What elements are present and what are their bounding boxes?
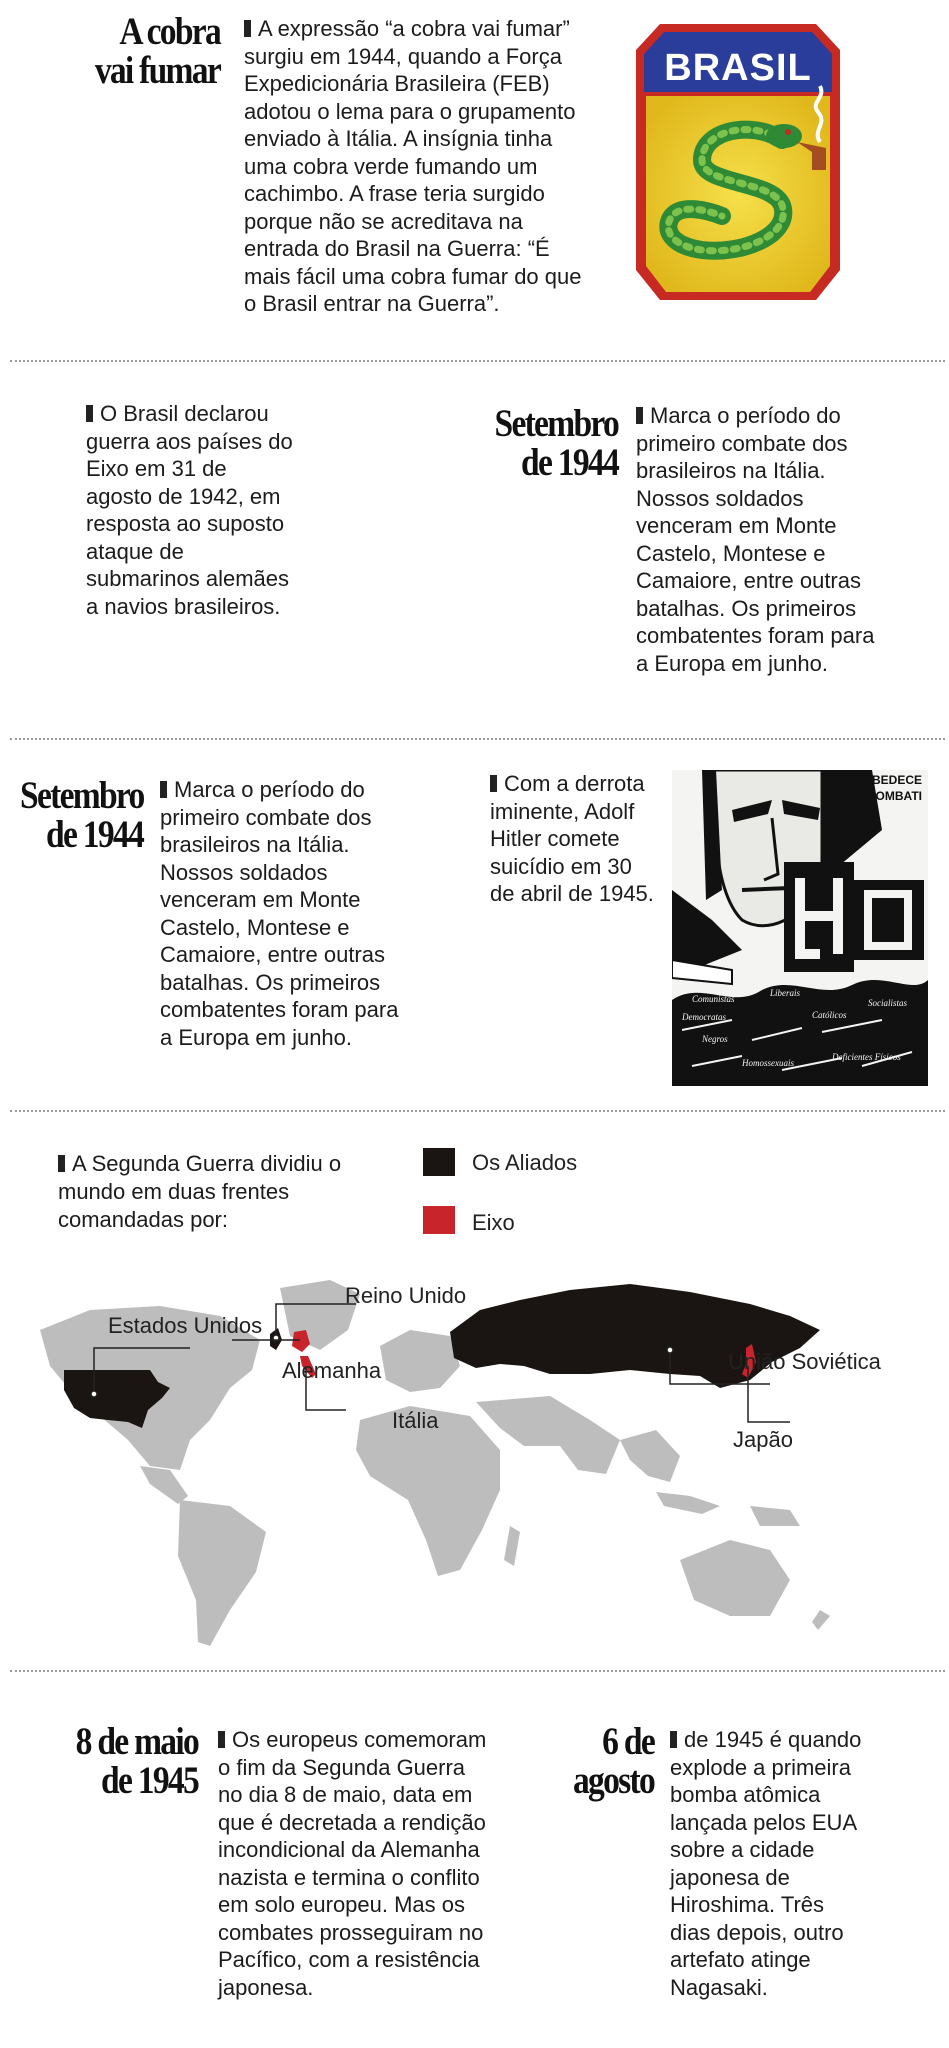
agosto-heading-line2: agosto — [573, 1759, 654, 1802]
maio-heading-line1: 8 de maio — [75, 1720, 198, 1763]
poster-label: Liberais — [770, 988, 801, 998]
bullet-marker — [670, 1731, 677, 1748]
setembro-a-heading-line1: Setembro — [494, 402, 618, 445]
map-label-uniao-sovietica: União Soviética — [728, 1349, 881, 1374]
badge-title: BRASIL — [664, 47, 812, 89]
poster-label: Deficientes Físicos — [832, 1052, 901, 1062]
bullet-marker — [86, 405, 93, 422]
setembro-b-heading-line1: Setembro — [20, 774, 144, 817]
declaracao-text — [86, 400, 296, 620]
map-label-estados-unidos: Estados Unidos — [108, 1313, 263, 1338]
poster-label: Homossexuais — [742, 1058, 794, 1068]
map-label-japao: Japão — [733, 1427, 793, 1452]
bullet-marker — [218, 1731, 225, 1748]
bullet-marker — [160, 781, 167, 798]
cobra-text-content: A expressão “a cobra vai fumar” surgiu em 1944, quando a Força Expedicionária Brasileira (FEB) adotou o lema para o grupamento enviado à Itália. A insígnia tinha uma cobra verde fumando um cachimbo. A frase teria surgido porque não se acreditava na entrada do Brasil na Guerra: “É mais fácil uma cobra fumar do que o Brasil entrar na Guerra”. — [244, 16, 582, 316]
snake-head-icon — [766, 124, 802, 148]
setembro-a-heading — [465, 404, 618, 482]
cobra-heading-line2: vai fumar — [94, 49, 220, 92]
legend-label-eixo: Eixo — [472, 1210, 515, 1235]
setembro-a-text — [636, 402, 876, 677]
poster-label: Democratas — [682, 1012, 726, 1022]
cobra-heading-line1: A cobra — [119, 10, 220, 53]
agosto-heading — [539, 1722, 654, 1800]
poster-headline-line2: COMBATI — [866, 789, 922, 803]
cobra-heading — [65, 12, 220, 90]
map-intro-content: A Segunda Guerra dividiu o mundo em duas frentes comandadas por: — [58, 1151, 342, 1232]
map-label-reino-unido: Reino Unido — [345, 1283, 467, 1308]
declaracao-text-content: O Brasil declarou guerra aos países do Eixo em 31 de agosto de 1942, em resposta ao suposto ataque de submarinos alemães a navios brasileiros. — [86, 401, 293, 619]
poster-headline-line1: OBEDECE — [862, 773, 922, 787]
bullet-marker — [636, 407, 643, 424]
propaganda-poster-image — [672, 770, 928, 1086]
bullet-marker — [244, 20, 251, 37]
divider-2 — [10, 738, 945, 740]
agosto-text-content: de 1945 é quando explode a primeira bomba atômica lançada pelos EUA sobre a cidade japonesa de Hiroshima. Três dias depois, outro artefato atinge Nagasaki. — [670, 1727, 862, 2000]
poster-label: Católicos — [812, 1010, 847, 1020]
divider-1 — [10, 360, 945, 362]
setembro-a-text-content: Marca o período do primeiro combate dos brasileiros na Itália. Nossos soldados venceram em Monte Castelo, Montese e Camaiore, entre outras batalhas. Os primeiros combatentes foram para a Europa em junho. — [636, 403, 875, 676]
poster-label: Comunistas — [692, 994, 735, 1004]
hitler-text-content: Com a derrota iminente, Adolf Hitler comete suicídio em 30 de abril de 1945. — [490, 771, 654, 906]
legend-swatch-eixo — [423, 1206, 455, 1234]
setembro-b-text-content: Marca o período do primeiro combate dos brasileiros na Itália. Nossos soldados venceram em Monte Castelo, Montese e Camaiore, entre outras batalhas. Os primeiros combatentes foram para a Europa em junho. — [160, 777, 399, 1050]
maio-heading — [45, 1722, 198, 1800]
poster-label: Negros — [702, 1034, 728, 1044]
setembro-a-heading-line2: de 1944 — [521, 441, 618, 484]
divider-4 — [10, 1670, 945, 1672]
legend-swatch-aliados — [423, 1148, 455, 1176]
map-label-alemanha: Alemanha — [282, 1358, 382, 1383]
poster-label: Socialistas — [868, 998, 908, 1008]
setembro-b-heading — [20, 776, 143, 854]
hitler-text — [490, 770, 660, 908]
bullet-marker — [58, 1155, 65, 1172]
map-label-italia: Itália — [392, 1408, 439, 1433]
divider-3 — [10, 1110, 945, 1112]
feb-badge-image — [632, 20, 844, 305]
bullet-marker — [490, 775, 497, 792]
agosto-text — [670, 1726, 870, 2001]
cobra-text — [244, 15, 594, 318]
legend-label-aliados: Os Aliados — [472, 1150, 578, 1175]
maio-text — [218, 1726, 488, 2001]
maio-heading-line2: de 1945 — [101, 1759, 198, 1802]
maio-text-content: Os europeus comemoram o fim da Segunda Guerra no dia 8 de maio, data em que é decretada a rendição incondicional da Alemanha nazista e termina o conflito em solo europeu. Mas os combates prosseguiram no Pacífico, com a resistência japonesa. — [218, 1727, 487, 2000]
agosto-heading-line1: 6 de — [602, 1720, 654, 1763]
map-intro-text — [58, 1150, 358, 1234]
setembro-b-text — [160, 776, 400, 1051]
setembro-b-heading-line2: de 1944 — [46, 813, 143, 856]
